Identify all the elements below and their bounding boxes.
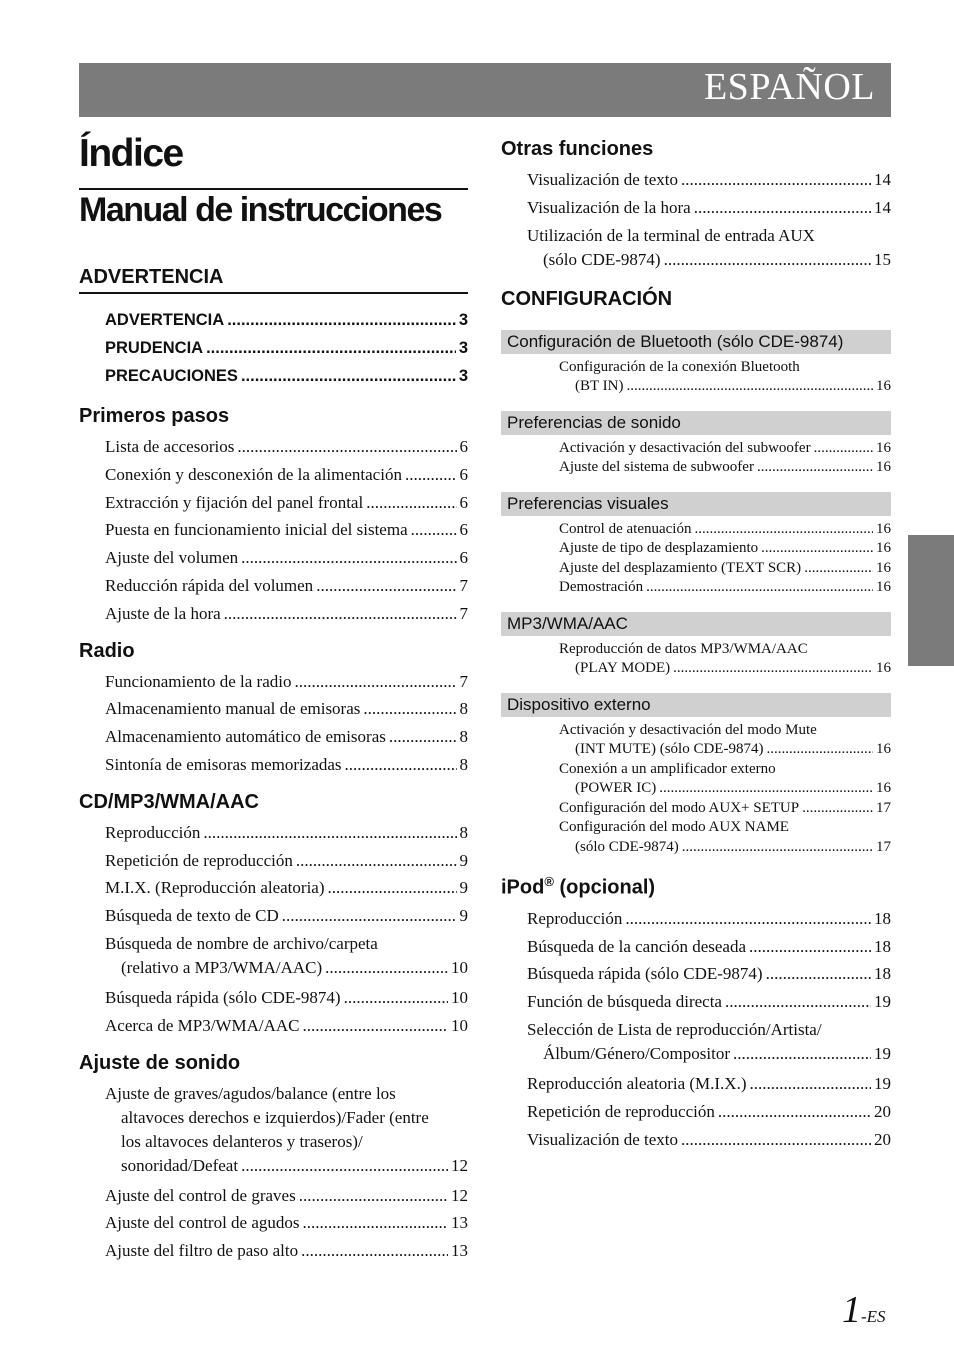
page-number: 1-ES — [842, 1289, 886, 1331]
language-label: ESPAÑOL — [703, 66, 875, 108]
index-title: Índice — [79, 132, 183, 175]
toc-entry[interactable]: Reproducción ..... 8 — [79, 819, 468, 847]
toc-entry[interactable]: Puesta en funcionamiento inicial del sistema ..... 6 — [79, 516, 468, 544]
manual-title: Manual de instrucciones — [79, 191, 442, 229]
toc-entry[interactable]: Reproducción aleatoria (M.I.X.) ..... 19 — [501, 1070, 891, 1098]
toc-entry[interactable]: Ajuste de la hora ..... 7 — [79, 600, 468, 628]
toc-entry-multiline[interactable]: Utilización de la terminal de entrada AUX (sólo CDE-9874) ..... 15 — [501, 222, 891, 276]
toc-entry[interactable]: Ajuste del desplazamiento (TEXT SCR) ..... 16 — [501, 559, 891, 579]
toc-entry-multiline[interactable]: Activación y desactivación del modo Mute (INT MUTE) (sólo CDE-9874) ..... 16 — [501, 721, 891, 760]
toc-entry-multiline[interactable]: Ajuste de graves/agudos/balance (entre los altavoces derechos e izquierdos)/Fader (entre los altavoces delanteros y traseros)/ sonoridad/Defeat ..... 12 — [79, 1080, 468, 1182]
toc-entry[interactable]: Ajuste del control de graves ..... 12 — [79, 1182, 468, 1210]
right-column — [501, 136, 891, 1153]
section-heading-advertencia: ADVERTENCIA — [79, 264, 468, 294]
ipod-list — [501, 905, 891, 1154]
toc-entry[interactable]: PRECAUCIONES ..... 3 — [79, 362, 468, 390]
toc-entry[interactable]: Ajuste del control de agudos ..... 13 — [79, 1209, 468, 1237]
toc-entry[interactable]: Búsqueda de la canción deseada ..... 18 — [501, 933, 891, 961]
otras-list — [501, 166, 891, 276]
toc-entry[interactable]: Lista de accesorios ..... 6 — [79, 433, 468, 461]
toc-entry[interactable]: Ajuste del filtro de paso alto ..... 13 — [79, 1237, 468, 1265]
toc-entry[interactable]: ADVERTENCIA ..... 3 — [79, 306, 468, 334]
toc-entry[interactable]: Repetición de reproducción ..... 20 — [501, 1098, 891, 1126]
toc-entry[interactable]: Acerca de MP3/WMA/AAC ..... 10 — [79, 1012, 468, 1040]
toc-entry[interactable]: Búsqueda rápida (sólo CDE-9874) ..... 18 — [501, 960, 891, 988]
advertencia-list — [79, 306, 468, 390]
toc-entry[interactable]: Ajuste de tipo de desplazamiento ..... 16 — [501, 539, 891, 559]
cd-list — [79, 819, 468, 1040]
toc-entry[interactable]: M.I.X. (Reproducción aleatoria) ..... 9 — [79, 874, 468, 902]
toc-entry-multiline[interactable]: Selección de Lista de reproducción/Artista/ Álbum/Género/Compositor ..... 19 — [501, 1016, 891, 1070]
subsection-bar-externo: Dispositivo externo — [501, 693, 891, 717]
toc-entry[interactable]: Ajuste del volumen ..... 6 — [79, 544, 468, 572]
section-heading-sonido: Ajuste de sonido — [79, 1051, 241, 1074]
sonido-list — [79, 1080, 468, 1265]
toc-entry-multiline[interactable]: Reproducción de datos MP3/WMA/AAC (PLAY MODE) ..... 16 — [501, 640, 891, 679]
side-tab-marker — [908, 535, 954, 666]
toc-entry[interactable]: Reproducción ..... 18 — [501, 905, 891, 933]
toc-entry[interactable]: Configuración del modo AUX+ SETUP ..... 17 — [501, 799, 891, 819]
toc-entry[interactable]: Almacenamiento manual de emisoras ..... 8 — [79, 695, 468, 723]
toc-entry[interactable]: Reducción rápida del volumen ..... 7 — [79, 572, 468, 600]
toc-entry[interactable]: PRUDENCIA ..... 3 — [79, 334, 468, 362]
section-heading-primeros-pasos: Primeros pasos — [79, 405, 230, 427]
toc-entry-multiline[interactable]: Conexión a un amplificador externo (POWER IC) ..... 16 — [501, 760, 891, 799]
subsection-bar-mp3: MP3/WMA/AAC — [501, 612, 891, 636]
toc-entry-multiline[interactable]: Configuración de la conexión Bluetooth (BT IN) ..... 16 — [501, 358, 891, 397]
toc-entry[interactable]: Control de atenuación ..... 16 — [501, 520, 891, 540]
toc-entry[interactable]: Demostración ..... 16 — [501, 578, 891, 598]
toc-entry-multiline[interactable]: Búsqueda de nombre de archivo/carpeta (relativo a MP3/WMA/AAC) ..... 10 — [79, 930, 468, 984]
toc-entry-multiline[interactable]: Configuración del modo AUX NAME (sólo CDE-9874) ..... 17 — [501, 818, 891, 857]
left-column — [79, 130, 468, 1265]
language-banner — [79, 63, 891, 117]
toc-entry[interactable]: Ajuste del sistema de subwoofer ..... 16 — [501, 458, 891, 478]
toc-entry[interactable]: Visualización de la hora ..... 14 — [501, 194, 891, 222]
toc-entry[interactable]: Extracción y fijación del panel frontal ..... 6 — [79, 489, 468, 517]
subsection-bar-bluetooth: Configuración de Bluetooth (sólo CDE-9874) — [501, 330, 891, 354]
section-heading-radio: Radio — [79, 639, 135, 662]
toc-entry[interactable]: Activación y desactivación del subwoofer ..... 16 — [501, 439, 891, 459]
toc-entry[interactable]: Funcionamiento de la radio ..... 7 — [79, 668, 468, 696]
section-heading-ipod: iPod® (opcional) — [501, 874, 656, 899]
toc-entry[interactable]: Visualización de texto ..... 14 — [501, 166, 891, 194]
toc-entry[interactable]: Visualización de texto ..... 20 — [501, 1126, 891, 1154]
toc-entry[interactable]: Almacenamiento automático de emisoras ..... 8 — [79, 723, 468, 751]
toc-entry[interactable]: Conexión y desconexión de la alimentación ..... 6 — [79, 461, 468, 489]
toc-entry[interactable]: Sintonía de emisoras memorizadas ..... 8 — [79, 751, 468, 779]
subsection-bar-visuales: Preferencias visuales — [501, 492, 891, 516]
primeros-list — [79, 433, 468, 628]
toc-entry[interactable]: Búsqueda de texto de CD ..... 9 — [79, 902, 468, 930]
section-heading-configuracion: CONFIGURACIÓN — [501, 287, 673, 310]
subsection-bar-sonido: Preferencias de sonido — [501, 411, 891, 435]
toc-entry[interactable]: Repetición de reproducción ..... 9 — [79, 847, 468, 875]
radio-list — [79, 668, 468, 779]
toc-entry[interactable]: Función de búsqueda directa ..... 19 — [501, 988, 891, 1016]
toc-entry[interactable]: Búsqueda rápida (sólo CDE-9874) ..... 10 — [79, 984, 468, 1012]
section-heading-cd: CD/MP3/WMA/AAC — [79, 790, 259, 813]
section-heading-otras: Otras funciones — [501, 138, 654, 160]
